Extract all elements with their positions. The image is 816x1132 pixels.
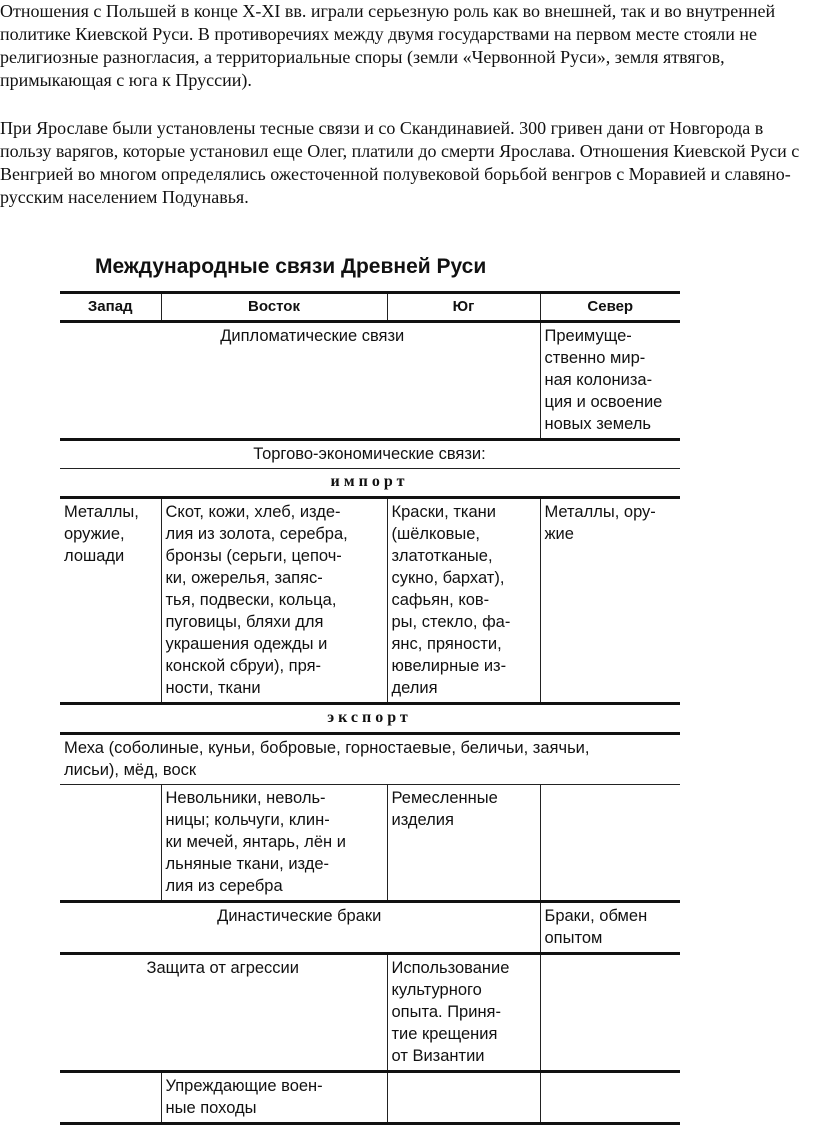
import-label-row: [60, 469, 680, 498]
header-west: Запад: [60, 293, 161, 322]
import-north-cell: Металлы, ору- жие: [540, 498, 680, 704]
export-south-cell: Ремесленные изделия: [387, 785, 540, 902]
preemptive-west-cell: [60, 1072, 161, 1124]
export-east-cell: Невольники, неволь- ницы; кольчуги, клин- ки мечей, янтарь, лён и льняные ткани, изде- лия из серебра: [161, 785, 387, 902]
relations-table: [60, 291, 680, 1125]
trade-cell: Торгово-экономические связи:: [60, 440, 680, 469]
preemptive-row: [60, 1072, 680, 1124]
diplomatic-cell: Дипломатические связи: [60, 322, 540, 440]
export-west-cell: [60, 785, 161, 902]
diplomatic-row: [60, 322, 680, 440]
header-south: Юг: [387, 293, 540, 322]
export-common-cell: Меха (соболиные, куньи, бобровые, горностаевые, беличьи, заячьи, лисьи), мёд, воск: [60, 734, 680, 785]
paragraph-scandinavia: При Ярославе были установлены тесные связи и со Скандинавией. 300 гривен дани от Новгорода в пользу варягов, которые установил еще Олег, платили до смерти Ярослава. Отношения Киевской Руси с Венгрией во многом определялись ожесточенной полувековой борьбой венгров с Моравией и славяно-русским населением Подунавья.: [0, 118, 800, 207]
trade-row: [60, 440, 680, 469]
export-common-row: [60, 734, 680, 785]
header-row: [60, 293, 680, 322]
paragraph-poland: Отношения с Польшей в конце X-XI вв. играли серьезную роль как во внешней, так и во внутренней политике Киевской Руси. В противоречиях между двумя государствами на первом месте стояли не религиозные разногласия, а территориальные споры (земли «Червонной Руси», земля ятвягов, примыкающая с юга к Пруссии).: [0, 1, 776, 90]
dynastic-cell: Династические браки: [60, 902, 540, 954]
import-label: импорт: [60, 469, 680, 498]
export-label-row: [60, 704, 680, 734]
import-row: [60, 498, 680, 704]
import-east-cell: Скот, кожи, хлеб, изде- лия из золота, серебра, бронзы (серьги, цепоч- ки, ожерелья, запяс- тья, подвески, кольца, пуговицы, бляхи для украшения одежды и конской сбруи), пря- ности, ткани: [161, 498, 387, 704]
export-label: экспорт: [60, 704, 680, 734]
defense-row: [60, 954, 680, 1072]
table-title: Международные связи Древней Руси: [95, 255, 487, 278]
defense-cell: Защита от агрессии: [60, 954, 387, 1072]
south-culture-cell: Использование культурного опыта. Приня- тие крещения от Византии: [387, 954, 540, 1072]
import-south-cell: Краски, ткани (шёлковые, златотканые, сукно, бархат), сафьян, ков- ры, стекло, фа- янс, пряности, ювелирные из- делия: [387, 498, 540, 704]
header-east: Восток: [161, 293, 387, 322]
export-north-cell: [540, 785, 680, 902]
north-colonization-cell: Преимуще- ственно мир- ная колониза- ция и освоение новых земель: [540, 322, 680, 440]
preemptive-east-cell: Упреждающие воен- ные походы: [161, 1072, 387, 1124]
header-north: Север: [540, 293, 680, 322]
preemptive-south-cell: [387, 1072, 540, 1124]
import-west-cell: Металлы, оружие, лошади: [60, 498, 161, 704]
dynastic-row: [60, 902, 680, 954]
north-marriages-cell: Браки, обмен опытом: [540, 902, 680, 954]
preemptive-north-cell: [540, 1072, 680, 1124]
export-row: [60, 785, 680, 902]
defense-north-cell: [540, 954, 680, 1072]
